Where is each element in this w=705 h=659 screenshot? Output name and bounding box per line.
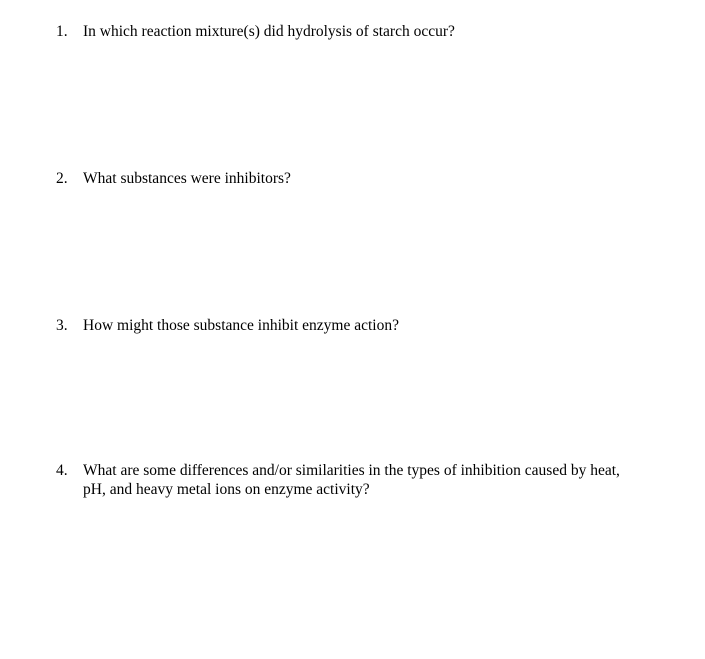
question-number: 1. <box>56 23 68 40</box>
question-1 <box>56 22 656 41</box>
question-text <box>83 316 656 335</box>
question-text-line: In which reaction mixture(s) did hydrolysis of starch occur? <box>83 23 455 40</box>
question-text <box>83 169 656 188</box>
question-text-line: pH, and heavy metal ions on enzyme activity? <box>83 481 370 498</box>
question-2 <box>56 169 656 188</box>
question-number: 3. <box>56 317 68 334</box>
question-3 <box>56 316 656 335</box>
question-text-line: What substances were inhibitors? <box>83 170 291 187</box>
question-text <box>83 22 656 41</box>
question-4 <box>56 461 656 499</box>
question-number: 4. <box>56 462 68 479</box>
question-text <box>83 461 656 499</box>
question-number: 2. <box>56 170 68 187</box>
question-text-line: What are some differences and/or similarities in the types of inhibition caused by heat, <box>83 462 620 479</box>
question-text-line: How might those substance inhibit enzyme action? <box>83 317 399 334</box>
